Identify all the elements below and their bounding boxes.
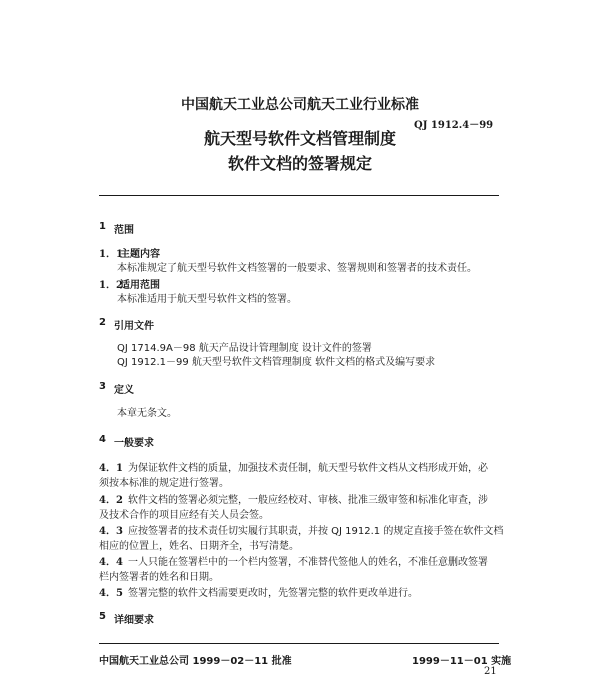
clause-4-4-line2: 栏内签署者的姓名和日期。 <box>99 572 219 583</box>
clause-4-3-number: 4．3 <box>99 526 123 537</box>
clause-4-1-number: 4．1 <box>99 463 123 474</box>
section-2-number: 2 <box>99 317 106 328</box>
clause-4-2-line1: 软件文档的签署必须完整，一般应经校对、审核、批准三级审签和标准化审查，涉 <box>128 495 488 506</box>
issuer-heading: 中国航天工业总公司航天工业行业标准 <box>181 97 419 113</box>
section-1-2-title: 适用范围 <box>120 280 160 291</box>
effective-date: 1999－11－01 实施 <box>412 656 512 667</box>
document-subtitle: 软件文档的签署规定 <box>227 154 372 173</box>
section-1-title: 范围 <box>114 225 134 236</box>
section-1-2-number: 1．2 <box>99 280 123 291</box>
section-3-title: 定义 <box>114 385 134 396</box>
section-1-number: 1 <box>99 221 106 232</box>
clause-4-4-number: 4．4 <box>99 557 123 568</box>
section-1-2-text: 本标准适用于航天型号软件文档的签署。 <box>117 294 297 305</box>
clause-4-5-number: 4．5 <box>99 588 123 599</box>
footer-rule <box>99 643 499 644</box>
section-1-1-number: 1．1 <box>99 249 123 260</box>
page-number: 21 <box>484 666 497 677</box>
clause-4-2-number: 4．2 <box>99 495 123 506</box>
clause-4-2-line2: 及技术合作的项目应经有关人员会签。 <box>99 510 269 521</box>
clause-4-3-line1: 应按签署者的技术责任切实履行其职责，并按 QJ 1912.1 的规定直接手签在软件文档 <box>128 526 504 537</box>
section-5-title: 详细要求 <box>114 615 154 626</box>
clause-4-3-line2: 相应的位置上，姓名、日期齐全，书写清楚。 <box>99 541 299 552</box>
section-3-text: 本章无条文。 <box>117 408 177 419</box>
section-2-title: 引用文件 <box>114 321 154 332</box>
header-rule <box>99 195 499 196</box>
section-1-1-title: 主题内容 <box>120 249 160 260</box>
reference-1: QJ 1714.9A－98 航天产品设计管理制度 设计文件的签署 <box>117 343 372 354</box>
section-5-number: 5 <box>99 611 106 622</box>
clause-4-1-line2: 须按本标准的规定进行签署。 <box>99 478 229 489</box>
clause-4-5-line1: 签署完整的软件文档需要更改时，先签署完整的软件更改单进行。 <box>128 588 418 599</box>
document-title: 航天型号软件文档管理制度 <box>203 129 396 148</box>
clause-4-1-line1: 为保证软件文档的质量，加强技术责任制，航天型号软件文档从文档形成开始，必 <box>128 463 488 474</box>
section-1-1-text: 本标准规定了航天型号软件文档签署的一般要求、签署规则和签署者的技术责任。 <box>117 263 477 274</box>
section-4-number: 4 <box>99 434 106 445</box>
section-3-number: 3 <box>99 381 106 392</box>
standard-code: QJ 1912.4－99 <box>414 120 494 131</box>
section-4-title: 一般要求 <box>114 438 154 449</box>
reference-2: QJ 1912.1－99 航天型号软件文档管理制度 软件文档的格式及编写要求 <box>117 357 436 368</box>
approval-date: 中国航天工业总公司 1999－02－11 批准 <box>99 656 292 667</box>
clause-4-4-line1: 一人只能在签署栏中的一个栏内签署，不准替代签他人的姓名，不准任意删改签署 <box>128 557 488 568</box>
